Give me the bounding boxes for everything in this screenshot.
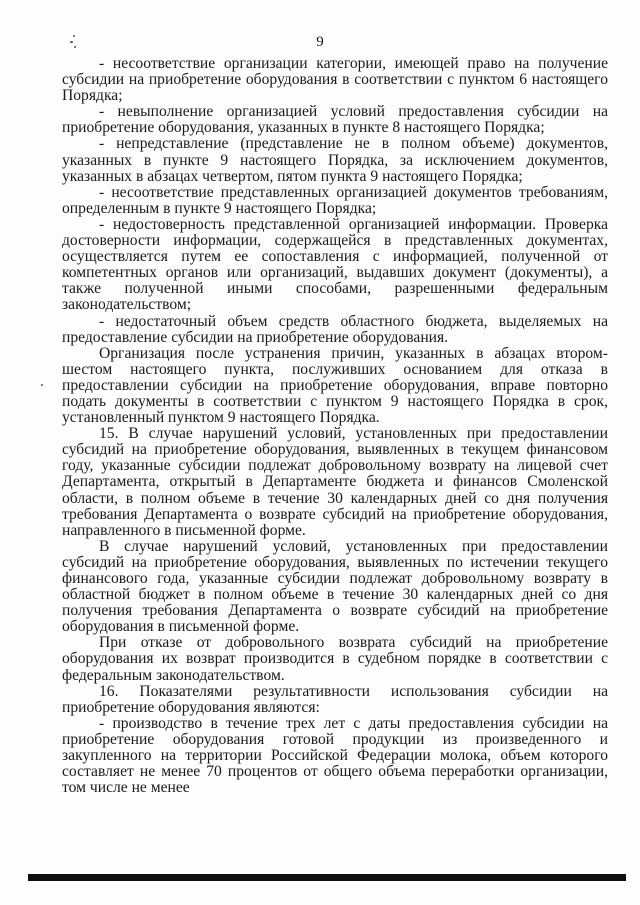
paragraph: Организация после устранения причин, указанных в абзацах втором-шестом настоящего пункта, послуживших основанием для отказа в предоставлении субсидии на приобретение оборудования, вправе повторно подать документы в соответствии с пунктом 9 настоящего Порядка в срок, установленный пунктом 9 настоящего Порядка. [62,344,608,427]
paragraph: 15. В случае нарушений условий, установленных при предоставлении субсидий на приобретение оборудования, выявленных в текущем финансовом году, указанные субсидии подлежат добровольному возврату на лицевой счет Департамента, открытый в Департаменте бюджета и финансов Смоленской области, в полном объеме в течение 30 календарных дней со дня получения требования Департамента о возврате субсидий на приобретение оборудования, направленного в письменной форме. [62,425,608,539]
paragraph: - производство в течение трех лет с даты предоставления субсидии на приобретение оборудования готовой продукции из произведенного и закупленного на территории Российской Федерации молока, объем которого составляет не менее 70 процентов от общего объема переработки организации, том числе не менее [62,714,608,797]
paragraph: При отказе от добровольного возврата субсидий на приобретение оборудования их возврат производится в судебном порядке в соответствии с федеральным законодательством. [62,634,608,684]
scan-speck [70,41,73,43]
document-body [62,56,608,796]
scan-edge-bar [28,874,626,881]
paragraph: - недостоверность представленной организацией информации. Проверка достоверности информации, содержащейся в представленных документах, осуществляется путем ее сопоставления с информацией, полученной от компетентных органов или организаций, выдавших документ (документы), а также полученной иными способами, разрешенными федеральным законодательством; [62,215,608,314]
scan-speck [74,46,76,48]
page-number: 9 [316,34,324,50]
paragraph: - несоответствие представленных организацией документов требованиям, определенным в пункте 9 настоящего Порядка; [62,183,608,217]
paragraph: В случае нарушений условий, установленных при предоставлении субсидий на приобретение оборудования, выявленных по истечении текущего финансового года, указанные субсидии подлежат добровольному возврату в областной бюджет в полном объеме в течение 30 календарных дней со дня получения требования Департамента о возврате субсидий на приобретение оборудования в письменной форме. [62,537,608,636]
paragraph: - несоответствие организации категории, имеющей право на получение субсидии на приобретение оборудования в соответствии с пунктом 6 настоящего Порядка; [62,55,608,105]
paragraph: - недостаточный объем средств областного бюджета, выделяемых на предоставление субсидии на приобретение оборудования. [62,312,608,346]
paragraph: - непредставление (представление не в полном объеме) документов, указанных в пункте 9 настоящего Порядка, за исключением документов, указанных в абзацах четвертом, пятом пункта 9 настоящего Порядка; [62,135,608,185]
paragraph: 16. Показателями результативности использования субсидии на приобретение оборудования являются: [62,682,608,716]
scan-speck [41,384,43,386]
paragraph: - невыполнение организацией условий предоставления субсидии на приобретение оборудования, указанных в пункте 8 настоящего Порядка; [62,103,608,137]
scan-speck [73,35,75,37]
